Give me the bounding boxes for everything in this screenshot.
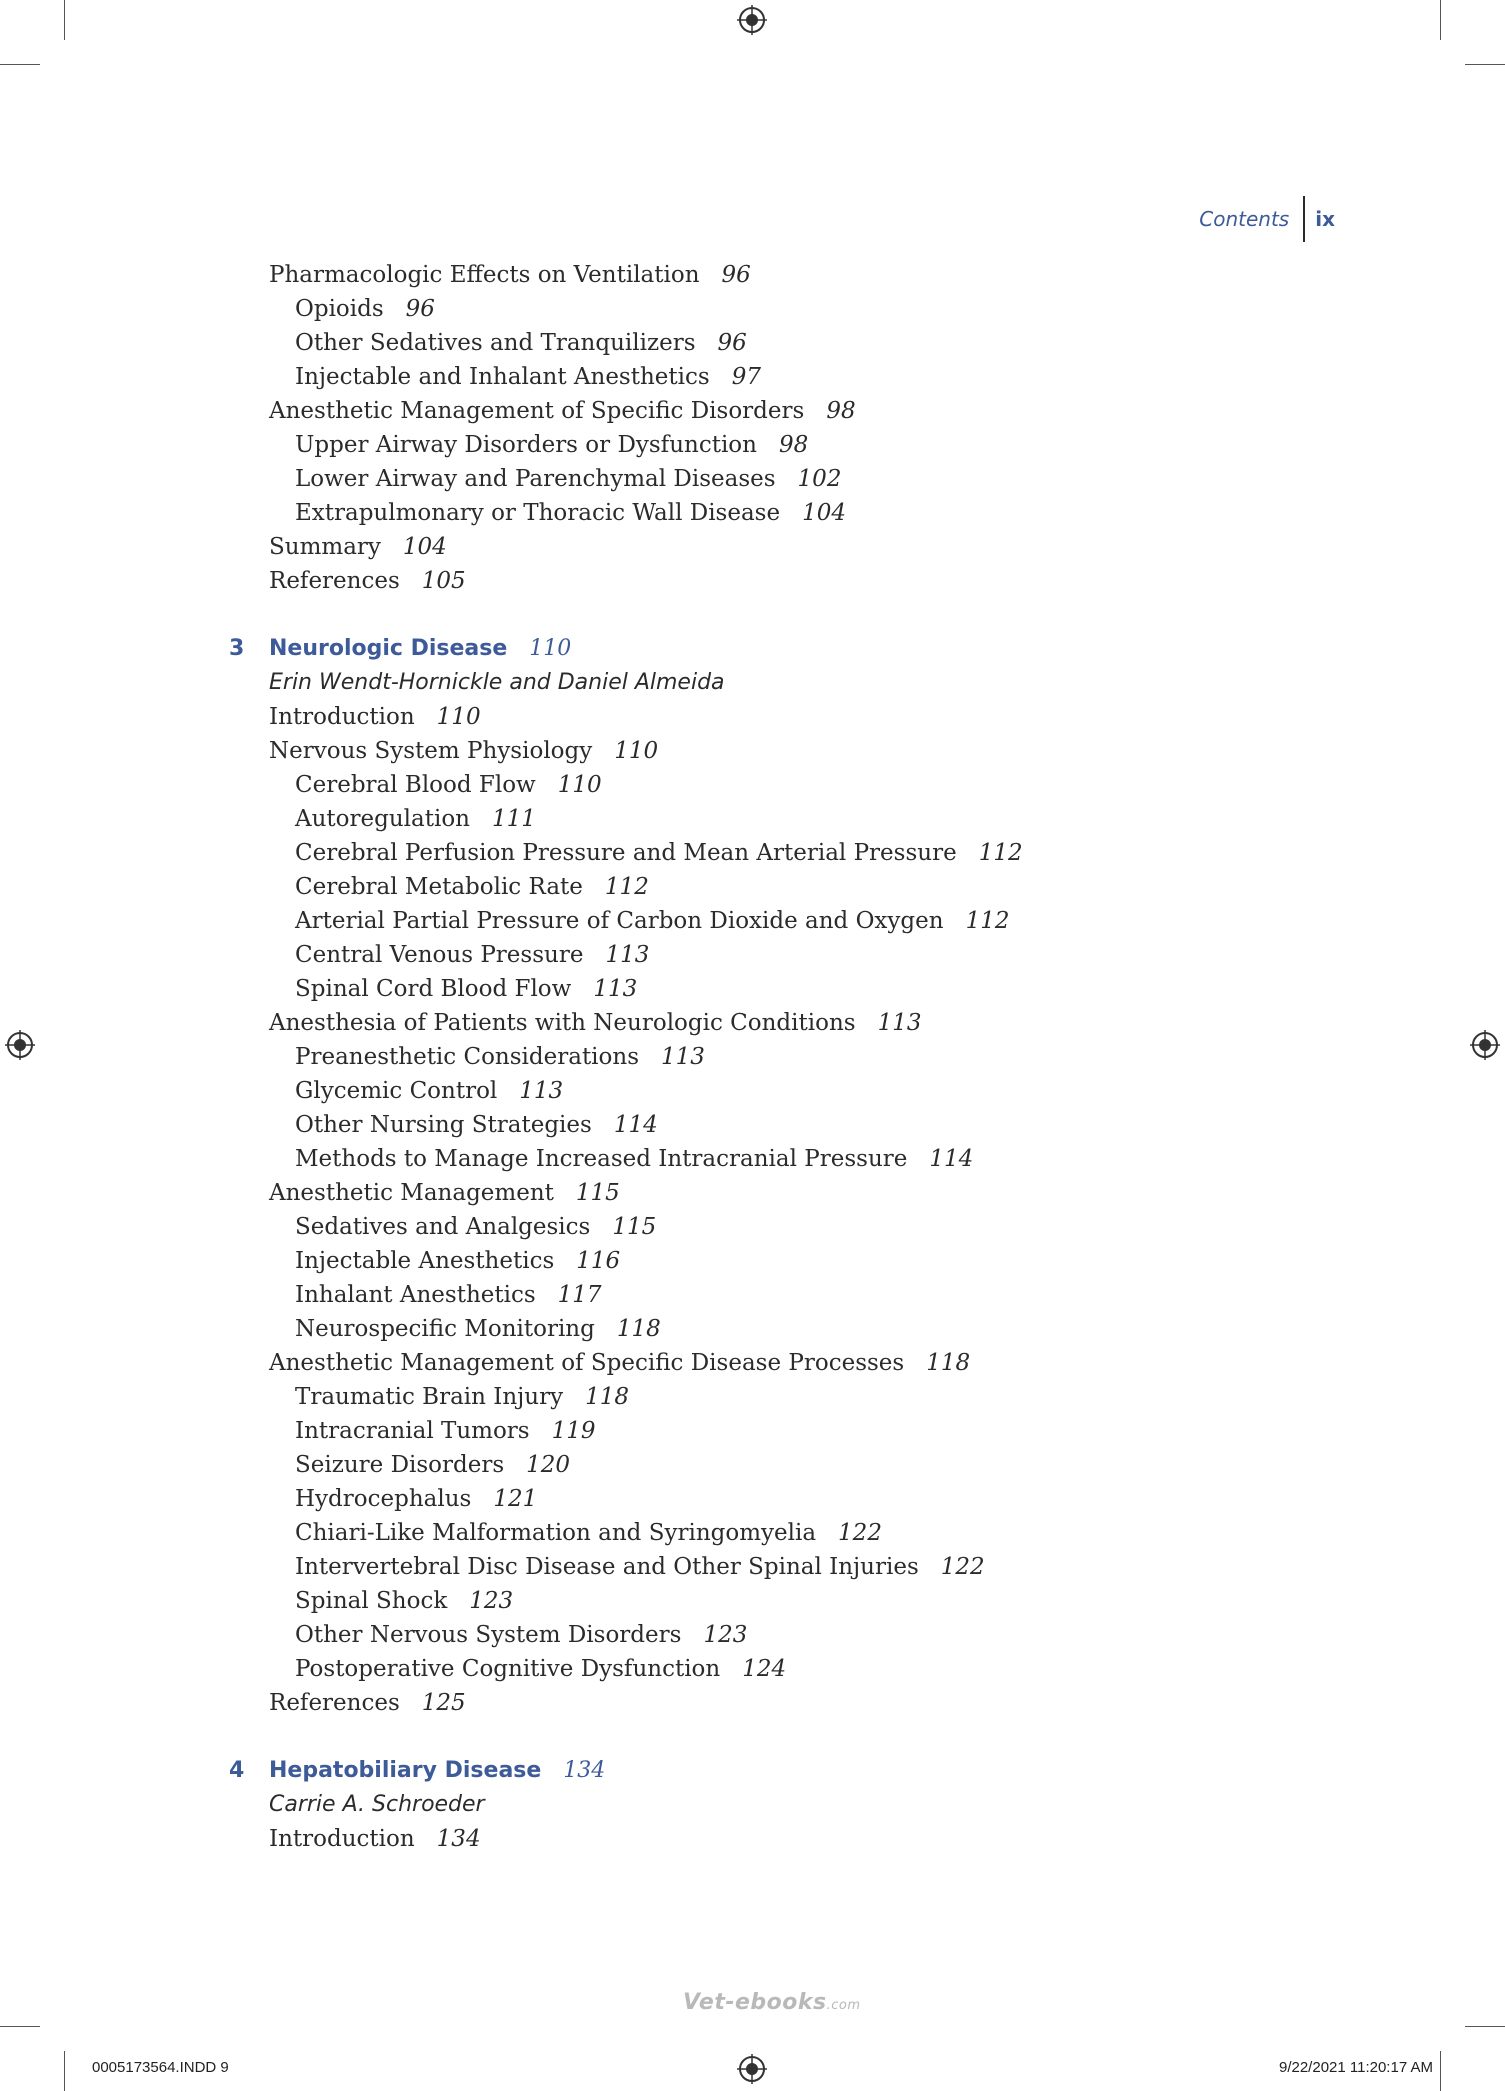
toc-entry-page: 113 (605, 942, 650, 968)
toc-entry[interactable] (229, 768, 1329, 802)
toc-entry-title: Glycemic Control (295, 1078, 498, 1104)
crop-mark-bottom-right (1440, 2051, 1441, 2091)
toc-entry-page: 125 (421, 1690, 466, 1716)
toc-entry-page: 118 (616, 1316, 661, 1342)
toc-entry-title: Inhalant Anesthetics (295, 1282, 536, 1308)
toc-entry-page: 111 (491, 806, 536, 832)
toc-entry[interactable] (229, 1244, 1329, 1278)
toc-entry-title: References (269, 1690, 400, 1716)
toc-entry[interactable] (229, 258, 1329, 292)
toc-entry-title: Arterial Partial Pressure of Carbon Dioxide and Oxygen (295, 908, 944, 934)
crop-mark-top-right (1465, 64, 1505, 65)
toc-entry-page: 112 (978, 840, 1023, 866)
running-header (1199, 196, 1335, 242)
toc-entry[interactable] (229, 496, 1329, 530)
running-header-label: Contents (1199, 207, 1290, 231)
chapter-number: 3 (229, 636, 245, 661)
toc-entry[interactable] (229, 938, 1329, 972)
toc-entry-title: Autoregulation (295, 806, 470, 832)
registration-mark-icon (5, 1030, 35, 1060)
toc-entry-page: 105 (421, 568, 466, 594)
chapter-heading[interactable] (229, 632, 1329, 666)
toc-entry[interactable] (229, 802, 1329, 836)
toc-entry[interactable] (229, 1686, 1329, 1720)
toc-entry-page: 134 (436, 1826, 481, 1852)
toc-entry[interactable] (229, 326, 1329, 360)
toc-entry-page: 98 (778, 432, 809, 458)
toc-entry[interactable] (229, 1006, 1329, 1040)
toc-entry-page: 113 (519, 1078, 564, 1104)
toc-entry-title: Nervous System Physiology (269, 738, 593, 764)
toc-entry-page: 116 (576, 1248, 621, 1274)
toc-entry-page: 115 (575, 1180, 620, 1206)
toc-entry-title: Methods to Manage Increased Intracranial Pressure (295, 1146, 908, 1172)
toc-entry[interactable] (229, 904, 1329, 938)
toc-entry-page: 96 (717, 330, 747, 356)
toc-entry-title: Lower Airway and Parenchymal Diseases (295, 466, 776, 492)
toc-entry[interactable] (229, 1312, 1329, 1346)
toc-entry[interactable] (229, 292, 1329, 326)
toc-entry-page: 98 (826, 398, 856, 424)
toc-entry[interactable] (229, 1652, 1329, 1686)
toc-entry[interactable] (229, 1448, 1329, 1482)
toc-entry-page: 113 (661, 1044, 705, 1070)
page-number: ix (1315, 207, 1335, 231)
crop-mark-top-left (64, 0, 65, 40)
toc-entry-page: 110 (557, 772, 602, 798)
toc-entry-title: Postoperative Cognitive Dysfunction (295, 1656, 721, 1682)
toc-entry-page: 123 (703, 1622, 748, 1648)
toc-entry-page: 112 (965, 908, 1010, 934)
toc-entry[interactable] (229, 1176, 1329, 1210)
toc-entry-title: Spinal Cord Blood Flow (295, 976, 572, 1002)
toc-entry-title: Other Nervous System Disorders (295, 1622, 682, 1648)
watermark-suffix: .com (826, 1998, 861, 2013)
toc-entry[interactable] (229, 428, 1329, 462)
toc-entry[interactable] (229, 1278, 1329, 1312)
toc-entry[interactable] (229, 1618, 1329, 1652)
toc-entry-title: Opioids (295, 296, 384, 322)
toc-entry[interactable] (229, 1482, 1329, 1516)
toc-entry-page: 113 (877, 1010, 922, 1036)
toc-entry-page: 110 (436, 704, 481, 730)
toc-entry[interactable] (229, 972, 1329, 1006)
chapter-page: 110 (529, 636, 572, 661)
crop-mark-bottom-right (1465, 2026, 1505, 2027)
toc-entry-title: Anesthetic Management of Specific Disorders (269, 398, 805, 424)
toc-entry-title: Sedatives and Analgesics (295, 1214, 591, 1240)
toc-entry-page: 118 (585, 1384, 629, 1410)
toc-entry-page: 115 (612, 1214, 657, 1240)
toc-entry-title: Hydrocephalus (295, 1486, 472, 1512)
toc-entry-page: 122 (838, 1520, 882, 1546)
toc-entry-page: 117 (557, 1282, 602, 1308)
toc-entry-page: 122 (940, 1554, 985, 1580)
toc-entry-title: Other Nursing Strategies (295, 1112, 592, 1138)
toc-entry-title: Intracranial Tumors (295, 1418, 530, 1444)
toc-entry-title: Preanesthetic Considerations (295, 1044, 640, 1070)
crop-mark-bottom-left (0, 2026, 40, 2027)
toc-entry[interactable] (229, 734, 1329, 768)
toc-entry[interactable] (229, 1210, 1329, 1244)
toc-entry-page: 113 (593, 976, 638, 1002)
toc-entry-title: Summary (269, 534, 381, 560)
toc-entry-title: Other Sedatives and Tranquilizers (295, 330, 696, 356)
crop-mark-bottom-left (64, 2051, 65, 2091)
watermark (683, 1990, 861, 2015)
toc-entry[interactable] (229, 870, 1329, 904)
chapter-heading[interactable] (229, 1754, 1329, 1788)
toc-entry[interactable] (229, 394, 1329, 428)
toc-entry-page: 114 (929, 1146, 974, 1172)
toc-entry-title: Upper Airway Disorders or Dysfunction (295, 432, 757, 458)
toc-entry-page: 102 (797, 466, 842, 492)
toc-entry-page: 114 (613, 1112, 658, 1138)
toc-entry-page: 112 (604, 874, 649, 900)
chapter-title: Neurologic Disease (269, 636, 508, 661)
slug-file: 0005173564.INDD 9 (92, 2059, 229, 2076)
toc-entry-title: Spinal Shock (295, 1588, 448, 1614)
crop-mark-top-right (1440, 0, 1441, 40)
toc-entry[interactable] (229, 1822, 1329, 1856)
toc-entry-title: Pharmacologic Effects on Ventilation (269, 262, 700, 288)
toc-entry-page: 124 (742, 1656, 787, 1682)
toc-entry-page: 118 (926, 1350, 971, 1376)
toc-entry-title: Neurospecific Monitoring (295, 1316, 595, 1342)
chapter-spacer (229, 598, 1329, 632)
toc-entry-page: 119 (551, 1418, 596, 1444)
toc-entry-title: References (269, 568, 400, 594)
chapter-authors: Erin Wendt-Hornickle and Daniel Almeida (269, 670, 725, 695)
toc-entry-page: 123 (469, 1588, 514, 1614)
toc-entry[interactable] (229, 1142, 1329, 1176)
registration-mark-icon (1470, 1030, 1500, 1060)
toc-entry-title: Intervertebral Disc Disease and Other Spinal Injuries (295, 1554, 919, 1580)
toc-entry-title: Seizure Disorders (295, 1452, 505, 1478)
toc-entry-title: Cerebral Perfusion Pressure and Mean Arterial Pressure (295, 840, 957, 866)
toc-entry-title: Cerebral Blood Flow (295, 772, 536, 798)
toc-entry[interactable] (229, 1346, 1329, 1380)
toc-entry-page: 97 (731, 364, 761, 390)
toc-entry[interactable] (229, 836, 1329, 870)
toc-entry[interactable] (229, 1380, 1329, 1414)
toc-entry[interactable] (229, 1040, 1329, 1074)
registration-mark-icon (737, 2054, 767, 2084)
toc-entry-title: Anesthetic Management (269, 1180, 554, 1206)
crop-mark-top-left (0, 64, 40, 65)
registration-mark-icon (737, 5, 767, 35)
toc-entry[interactable] (229, 1584, 1329, 1618)
toc-entry-title: Traumatic Brain Injury (295, 1384, 564, 1410)
toc-entry-title: Extrapulmonary or Thoracic Wall Disease (295, 500, 781, 526)
toc-entry-title: Anesthesia of Patients with Neurologic Conditions (269, 1010, 856, 1036)
toc-entry-title: Cerebral Metabolic Rate (295, 874, 583, 900)
table-of-contents (229, 258, 1329, 1856)
toc-entry[interactable] (229, 564, 1329, 598)
watermark-brand: Vet-ebooks (683, 1990, 827, 2015)
toc-entry-title: Injectable and Inhalant Anesthetics (295, 364, 710, 390)
toc-entry[interactable] (229, 1550, 1329, 1584)
chapter-number: 4 (229, 1758, 245, 1783)
toc-entry-page: 96 (405, 296, 435, 322)
slug-timestamp: 9/22/2021 11:20:17 AM (1278, 2059, 1433, 2076)
toc-entry-title: Introduction (269, 1826, 415, 1852)
toc-entry[interactable] (229, 1108, 1329, 1142)
toc-entry-title: Central Venous Pressure (295, 942, 584, 968)
toc-entry[interactable] (229, 1074, 1329, 1108)
toc-entry[interactable] (229, 1516, 1329, 1550)
toc-entry-page: 121 (493, 1486, 538, 1512)
chapter-spacer (229, 1720, 1329, 1754)
toc-entry-page: 104 (402, 534, 447, 560)
toc-entry-page: 110 (614, 738, 659, 764)
toc-entry-title: Injectable Anesthetics (295, 1248, 555, 1274)
toc-entry-page: 96 (721, 262, 751, 288)
chapter-page: 134 (563, 1758, 606, 1783)
toc-entry[interactable] (229, 700, 1329, 734)
toc-entry-title: Chiari-Like Malformation and Syringomyelia (295, 1520, 817, 1546)
toc-entry[interactable] (229, 360, 1329, 394)
toc-entry-page: 120 (526, 1452, 571, 1478)
chapter-title: Hepatobiliary Disease (269, 1758, 542, 1783)
toc-entry-title: Introduction (269, 704, 415, 730)
toc-entry[interactable] (229, 1414, 1329, 1448)
chapter-authors: Carrie A. Schroeder (269, 1792, 485, 1817)
toc-entry-title: Anesthetic Management of Specific Disease Processes (269, 1350, 905, 1376)
toc-entry[interactable] (229, 462, 1329, 496)
toc-entry[interactable] (229, 530, 1329, 564)
toc-entry-page: 104 (802, 500, 846, 526)
